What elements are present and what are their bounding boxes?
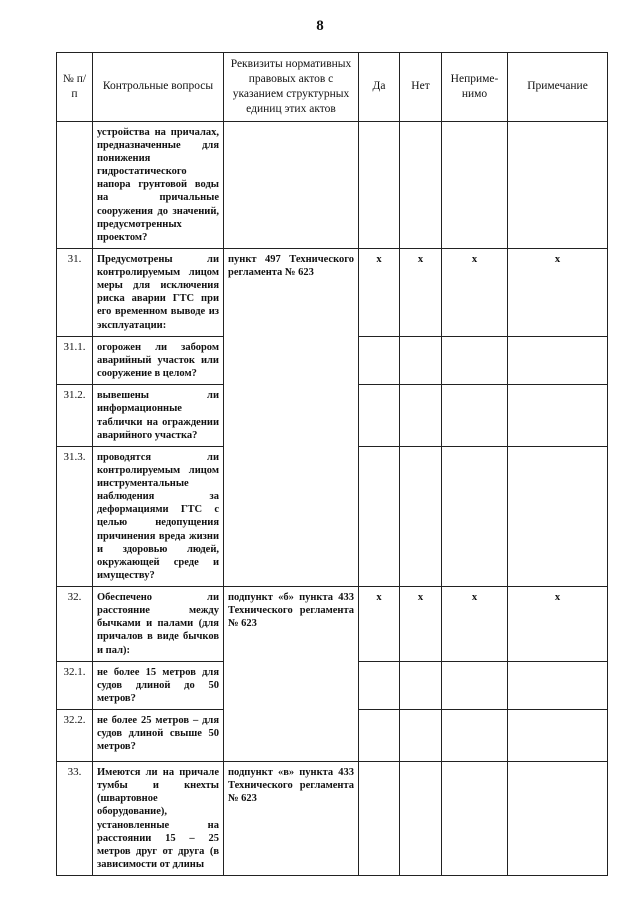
row-question: не более 15 метров для судов длиной до 50 метров? [93,661,224,709]
row-num: 33. [57,762,93,876]
row-note: x [508,587,608,662]
row-note [508,661,608,709]
row-num: 31. [57,248,93,336]
row-yes: x [359,587,400,662]
row-na [442,446,508,586]
row-question: вывешены ли информационные таблички на ограждении аварийного участка? [93,385,224,447]
row-question: Предусмотрены ли контролируемым лицом меры для исключения риска аварии ГТС при его временном выводе из эксплуатации: [93,248,224,336]
row-note [508,762,608,876]
row-na [442,661,508,709]
row-no [400,710,442,762]
row-yes [359,385,400,447]
row-no: x [400,587,442,662]
row-num: 32.1. [57,661,93,709]
row-no [400,121,442,248]
table-row [57,587,608,662]
row-requisites: пункт 497 Технического регламента № 623 [224,248,359,586]
row-requisites: подпункт «б» пункта 433 Технического регламента № 623 [224,587,359,762]
row-question: огорожен ли забором аварийный участок или сооружение в целом? [93,336,224,384]
row-num: 31.2. [57,385,93,447]
row-na [442,336,508,384]
row-yes [359,336,400,384]
row-no [400,385,442,447]
row-yes [359,121,400,248]
header-yes: Да [359,53,400,122]
row-num: 32.2. [57,710,93,762]
header-note: Примечание [508,53,608,122]
row-question: не более 25 метров – для судов длиной свыше 50 метров? [93,710,224,762]
row-no [400,661,442,709]
header-question: Контрольные вопросы [93,53,224,122]
row-requisites [224,121,359,248]
row-yes [359,762,400,876]
page-number: 8 [316,18,324,34]
row-question: проводятся ли контролируемым лицом инструментальные наблюдения за деформациями ГТС с целью недопущения причинения вреда жизни и здоровью людей, окружающей среде и имуществу? [93,446,224,586]
row-no: x [400,248,442,336]
row-requisites: подпункт «в» пункта 433 Технического регламента № 623 [224,762,359,876]
table-row [57,248,608,336]
header-na: Неприме-нимо [442,53,508,122]
checklist-table [56,52,608,876]
header-no: Нет [400,53,442,122]
row-num: 32. [57,587,93,662]
table-row [57,121,608,248]
row-no [400,762,442,876]
row-num: 31.3. [57,446,93,586]
row-note [508,121,608,248]
row-note [508,710,608,762]
row-na: x [442,248,508,336]
row-note [508,336,608,384]
row-num: 31.1. [57,336,93,384]
row-na [442,121,508,248]
row-yes [359,446,400,586]
row-question: Имеются ли на причале тумбы и кнехты (швартовное оборудование), установленные на расстоянии 15 – 25 метров друг от друга (в зависимости от длины [93,762,224,876]
header-num: № п/п [57,53,93,122]
row-na: x [442,587,508,662]
table-row [57,762,608,876]
row-no [400,336,442,384]
row-note [508,385,608,447]
row-note [508,446,608,586]
row-na [442,762,508,876]
row-na [442,710,508,762]
row-num [57,121,93,248]
header-requisites: Реквизиты нормативных правовых актов с указанием структурных единиц этих актов [224,53,359,122]
row-yes: x [359,248,400,336]
row-question: Обеспечено ли расстояние между бычками и палами (для причалов в виде бычков и пал): [93,587,224,662]
row-na [442,385,508,447]
row-no [400,446,442,586]
row-yes [359,710,400,762]
row-note: x [508,248,608,336]
row-yes [359,661,400,709]
row-question: устройства на причалах, предназначенные для понижения гидростатического напора грунтовой воды на причальные сооружения до значений, предусмотренных проектом? [93,121,224,248]
header-row [57,53,608,122]
